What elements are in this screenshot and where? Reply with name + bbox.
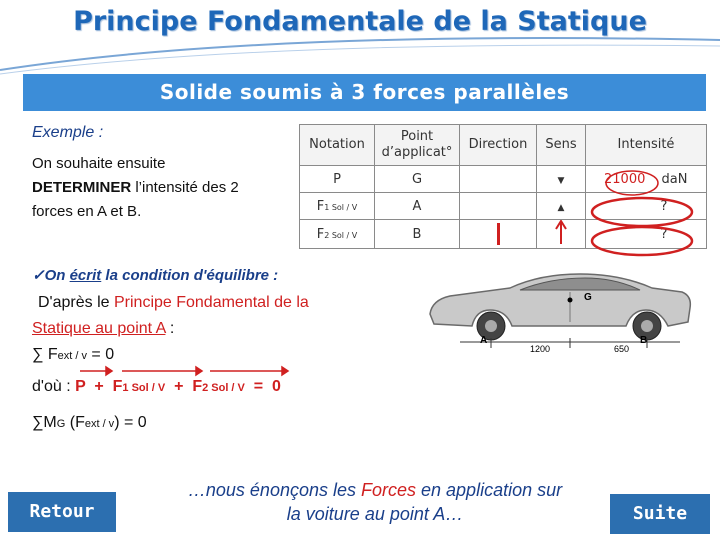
intro-bold: DETERMINER bbox=[32, 179, 132, 196]
equilibrium-heading bbox=[32, 266, 278, 285]
car-dim-650: 650 bbox=[614, 344, 630, 354]
cell-intensite: ? bbox=[586, 220, 707, 249]
cell-point: B bbox=[375, 220, 460, 249]
car-label-a: A bbox=[480, 335, 488, 346]
intro-line3: forces en A et B. bbox=[32, 203, 142, 220]
car-label-b: B bbox=[640, 335, 648, 346]
notation-sub: 1 Sol / V bbox=[324, 202, 358, 212]
intensity-highlight-oval bbox=[604, 166, 660, 200]
pfs-line2-post: : bbox=[165, 320, 175, 337]
eq-f2: F bbox=[192, 378, 203, 395]
moment-mid: (F bbox=[65, 414, 85, 431]
example-label: Exemple : bbox=[32, 124, 104, 141]
footer-pre: …nous énonçons les bbox=[187, 480, 361, 500]
next-button[interactable]: Suite bbox=[610, 494, 710, 534]
heading-emph: écrit bbox=[69, 267, 102, 284]
intro-line1: On souhaite ensuite bbox=[32, 155, 166, 172]
eq-plus1: + bbox=[85, 378, 113, 395]
cell-point: A bbox=[375, 193, 460, 220]
col-header-intensite: Intensité bbox=[586, 125, 707, 166]
col-header-sens: Sens bbox=[537, 125, 586, 166]
vector-equation bbox=[32, 378, 281, 396]
pfs-line1-red: Principe Fondamental de la bbox=[113, 294, 309, 311]
red-direction-line bbox=[497, 223, 500, 245]
intro-line2: l’intensité des 2 bbox=[131, 179, 239, 196]
footer-post: en application sur bbox=[416, 480, 563, 500]
eq-f2-sub: 2 Sol / V bbox=[202, 382, 245, 394]
eq-end: = 0 bbox=[244, 378, 281, 395]
cell-notation bbox=[300, 166, 375, 193]
intensity-unit: daN bbox=[661, 171, 688, 187]
notation-text: P bbox=[333, 171, 341, 187]
cell-direction bbox=[460, 166, 537, 193]
moment-label: ∑M bbox=[32, 414, 57, 431]
cell-intensite: ? bbox=[586, 193, 707, 220]
col-header-direction: Direction bbox=[460, 125, 537, 166]
cell-direction bbox=[460, 220, 537, 249]
check-icon: ✓ bbox=[32, 267, 45, 284]
car-illustration bbox=[420, 262, 700, 358]
cell-notation bbox=[300, 193, 375, 220]
cell-point: G bbox=[375, 166, 460, 193]
intensity-value: 21000 bbox=[604, 171, 646, 187]
page-title: Principe Fondamentale de la Statique bbox=[73, 6, 647, 37]
cell-notation bbox=[300, 220, 375, 249]
back-button[interactable]: Retour bbox=[8, 492, 116, 532]
footer-text bbox=[140, 478, 610, 526]
car-dim-1200: 1200 bbox=[530, 344, 551, 354]
eq-plus2: + bbox=[165, 378, 193, 395]
highlight-ovals bbox=[590, 190, 702, 262]
intro-text bbox=[32, 152, 297, 224]
cell-direction bbox=[460, 193, 537, 220]
col-header-notation: Notation bbox=[300, 125, 375, 166]
pfs-line2 bbox=[32, 320, 174, 338]
cell-sens bbox=[537, 193, 586, 220]
heading-prefix: On bbox=[44, 267, 70, 284]
arrow-up-icon: ▲ bbox=[557, 202, 565, 213]
red-arrow-up-icon bbox=[555, 220, 567, 244]
sum-force-label: ∑ F bbox=[32, 346, 58, 363]
dou-label: d'où : bbox=[32, 378, 76, 395]
col-header-point: Point d’applicat° bbox=[375, 125, 460, 166]
pfs-line2-red: Statique au point A bbox=[32, 320, 166, 337]
sum-force-eq: = 0 bbox=[86, 346, 115, 363]
section-banner: Solide soumis à 3 forces parallèles bbox=[23, 74, 706, 111]
moment-sub2: ext / v bbox=[84, 418, 115, 430]
heading-rest: la condition d'équilibre : bbox=[101, 267, 279, 284]
moment-end: ) = 0 bbox=[114, 414, 147, 431]
vector-arrows bbox=[78, 364, 358, 378]
moment-sub: G bbox=[56, 418, 66, 430]
footer-line2: la voiture au point A… bbox=[286, 504, 464, 524]
pfs-line1-pre: D'après le bbox=[38, 294, 114, 311]
sum-force-sub: ext / v bbox=[57, 350, 87, 362]
cell-sens bbox=[537, 220, 586, 249]
notation-sub: 2 Sol / V bbox=[324, 230, 358, 240]
cell-sens bbox=[537, 166, 586, 193]
eq-f1-sub: 1 Sol / V bbox=[122, 382, 166, 394]
eq-f1: F bbox=[112, 378, 123, 395]
sum-moments bbox=[32, 414, 147, 432]
table-header-row bbox=[300, 125, 707, 166]
notation-text: F bbox=[316, 198, 325, 214]
car-label-g: G bbox=[584, 292, 592, 303]
eq-p: P bbox=[75, 378, 86, 395]
pfs-line1 bbox=[38, 294, 309, 312]
notation-text: F bbox=[316, 226, 325, 242]
arrow-down-icon: ▼ bbox=[557, 175, 565, 186]
footer-red: Forces bbox=[361, 480, 417, 500]
sum-forces bbox=[32, 346, 114, 364]
